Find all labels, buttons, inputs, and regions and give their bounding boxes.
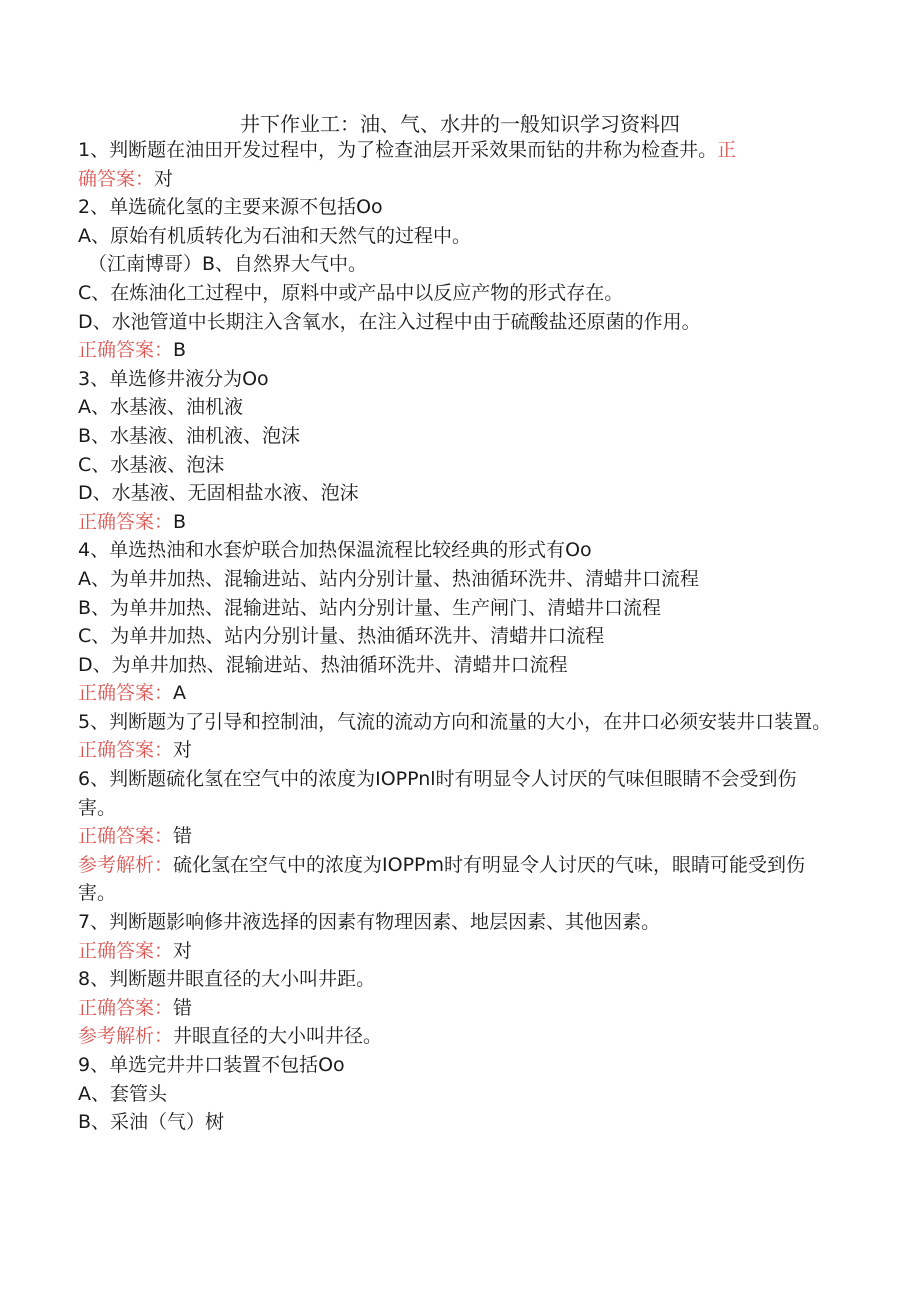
question-7: 7、判断题影响修井液选择的因素有物理因素、地层因素、其他因素。	[78, 911, 661, 934]
answer-label: 确答案：	[78, 167, 155, 190]
answer-line	[78, 679, 834, 708]
answer-line	[78, 994, 834, 1023]
question-5: 5、判断题为了引导和控制油，气流的流动方向和流量的大小，在井口必须安装井口装置。	[78, 710, 832, 733]
answer-label: 正确答案：	[78, 510, 174, 533]
answer-label: 正确答案：	[78, 339, 174, 362]
option-a: A、套管头	[78, 1082, 167, 1105]
question-text: 1、判断题在油田开发过程中，为了检查油层开采效果而钻的井称为检查井。	[78, 139, 718, 161]
option-c: C、在炼油化工过程中，原料中或产品中以反应产物的形式存在。	[78, 281, 624, 304]
answer-value: 对	[173, 739, 193, 762]
answer-value: 对	[154, 167, 174, 190]
answer-value: B	[173, 510, 187, 533]
analysis-text: 井眼直径的大小叫井径。	[173, 1025, 383, 1048]
option-b: （江南博哥）B、自然界大气中。	[88, 253, 368, 276]
question-2: 2、单选硫化氢的主要来源不包括Oo	[78, 196, 383, 219]
answer-value: B	[173, 339, 187, 362]
option-b: B、水基液、油机液、泡沫	[78, 424, 301, 447]
question-1	[78, 136, 834, 165]
analysis-label: 参考解析：	[78, 1025, 174, 1048]
document-body	[78, 136, 834, 1137]
answer-line	[78, 336, 834, 365]
question-4: 4、单选热油和水套炉联合加热保温流程比较经典的形式有Oo	[78, 539, 592, 562]
answer-label: 正确答案：	[78, 939, 174, 962]
page-title: 井下作业工：油、气、水井的一般知识学习资料四	[240, 112, 680, 136]
question-3: 3、单选修井液分为Oo	[78, 367, 269, 390]
answer-line	[78, 822, 834, 851]
answer-line	[78, 508, 834, 537]
answer-value: 对	[173, 939, 193, 962]
option-b: B、采油（气）树	[78, 1111, 225, 1134]
answer-value: 错	[173, 996, 193, 1019]
question-9: 9、单选完井井口装置不包括Oo	[78, 1054, 345, 1076]
analysis-text: 硫化氢在空气中的浓度为IOPPm时有明显令人讨厌的气味，眼睛可能受到伤害。	[78, 853, 805, 905]
answer-value: A	[173, 682, 187, 705]
option-c: C、为单井加热、站内分别计量、热油循环洗井、清蜡井口流程	[78, 625, 605, 648]
option-a: A、水基液、油机液	[78, 396, 243, 419]
analysis-line	[78, 1022, 834, 1051]
analysis-line	[78, 851, 834, 908]
answer-label: 正确答案：	[78, 682, 174, 705]
question-8: 8、判断题井眼直径的大小叫井距。	[78, 968, 376, 991]
answer-label: 正确答案：	[78, 996, 174, 1019]
option-b: B、为单井加热、混输进站、站内分别计量、生产闸门、清蜡井口流程	[78, 596, 662, 619]
option-d: D、水基液、无固相盐水液、泡沫	[78, 482, 359, 505]
option-a: A、为单井加热、混输进站、站内分别计量、热油循环洗井、清蜡井口流程	[78, 567, 699, 590]
answer-label: 正确答案：	[78, 739, 174, 762]
answer-line	[78, 736, 834, 765]
answer-label: 正确答案：	[78, 825, 174, 848]
answer-line	[78, 165, 834, 194]
option-d: D、为单井加热、混输进站、热油循环洗井、清蜡井口流程	[78, 653, 568, 676]
option-a: A、原始有机质转化为石油和天然气的过程中。	[78, 224, 471, 247]
answer-value: 错	[173, 825, 193, 848]
option-d: D、水池管道中长期注入含氧水，在注入过程中由于硫酸盐还原菌的作用。	[78, 310, 701, 333]
question-6: 6、判断题硫化氢在空气中的浓度为IOPPnl时有明显令人讨厌的气味但眼睛不会受到伤害。	[78, 768, 797, 819]
analysis-label: 参考解析：	[78, 853, 174, 876]
answer-label: 正	[717, 139, 737, 161]
option-c: C、水基液、泡沫	[78, 453, 225, 476]
answer-line	[78, 937, 834, 966]
